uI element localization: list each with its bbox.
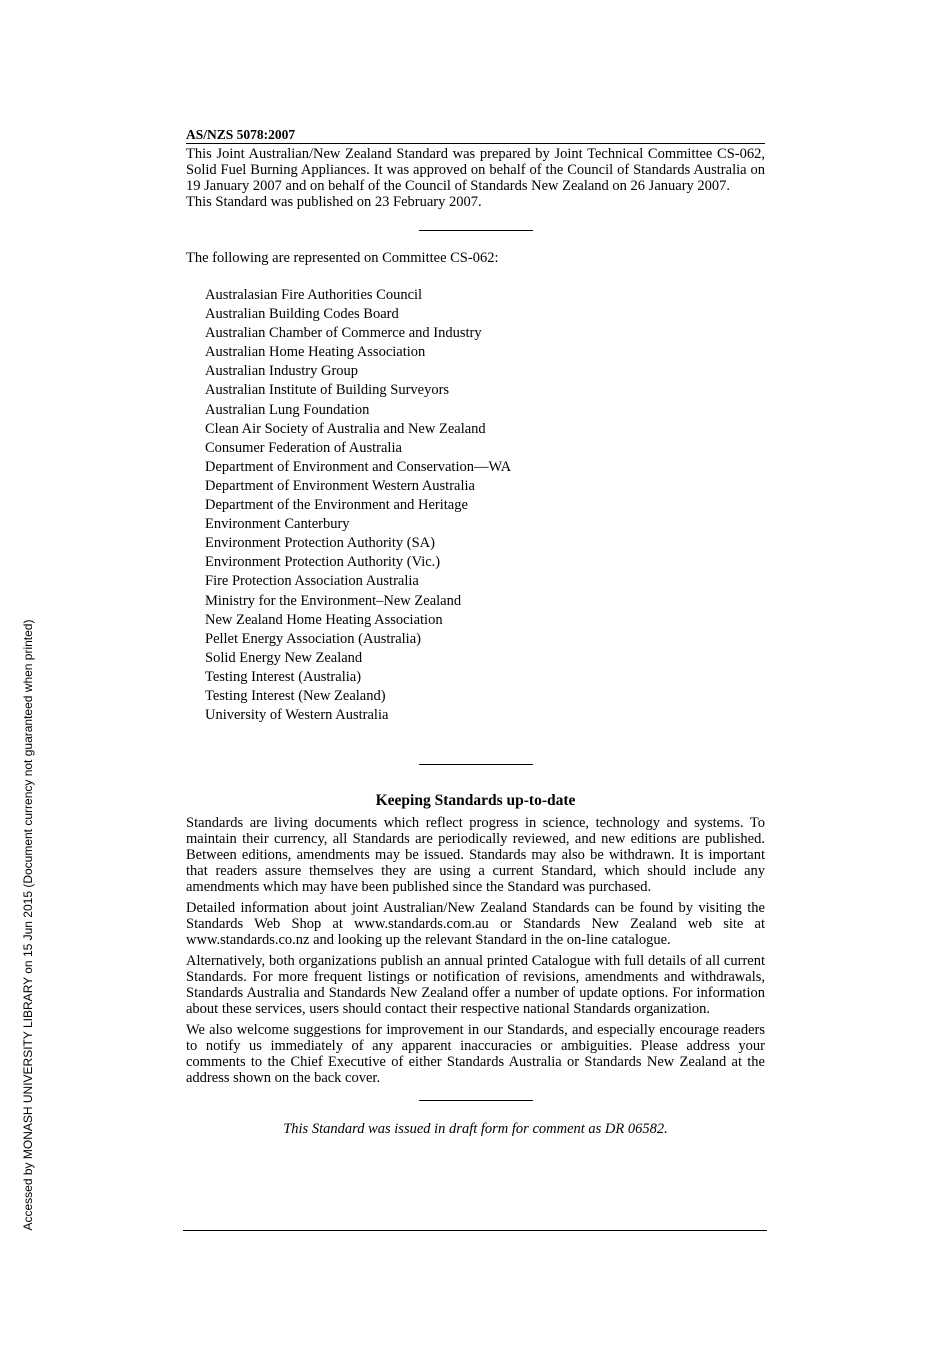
divider-rule <box>419 1100 533 1101</box>
list-item: Australian Industry Group <box>205 363 359 380</box>
keeping-standards-body <box>186 815 765 1086</box>
list-item: Testing Interest (Australia) <box>205 668 362 685</box>
standard-number: AS/NZS 5078:2007 <box>186 127 765 144</box>
list-item: University of Western Australia <box>205 707 389 724</box>
divider-rule <box>419 230 533 231</box>
committee-lead: The following are represented on Committee CS-062: <box>186 250 499 266</box>
list-item: Environment Protection Authority (Vic.) <box>205 554 441 571</box>
list-item: Solid Energy New Zealand <box>205 649 363 666</box>
list-item: Department of Environment and Conservation—WA <box>205 458 512 475</box>
body-paragraph: Alternatively, both organizations publish an annual printed Catalogue with full details of all current Standards. For more frequent listings or notification of revisions, amendments and withdrawals, Standards Australia and Standards New Zealand offer a number of update options. For information about these services, users should contact their respective national Standards organization. <box>186 953 765 1018</box>
committee-members-list <box>186 286 765 725</box>
list-item: Pellet Energy Association (Australia) <box>205 630 421 647</box>
document-page <box>186 127 765 1137</box>
publication-date: This Standard was published on 23 February 2007. <box>186 194 482 210</box>
divider-rule <box>419 764 533 765</box>
section-heading: Keeping Standards up-to-date <box>375 792 576 810</box>
draft-note: This Standard was issued in draft form for comment as DR 06582. <box>283 1121 668 1138</box>
list-item: Department of Environment Western Australia <box>205 477 475 494</box>
body-paragraph: We also welcome suggestions for improvement in our Standards, and especially encourage readers to notify us immediately of any apparent inaccuracies or ambiguities. Please address your comments to the Chief Executive of either Standards Australia or Standards New Zealand at the address shown on the back cover. <box>186 1022 765 1087</box>
list-item: Australian Institute of Building Surveyors <box>205 382 450 399</box>
list-item: Fire Protection Association Australia <box>205 573 419 590</box>
side-access-text: Accessed by MONASH UNIVERSITY LIBRARY on 15 Jun 2015 (Document currency not guaranteed when printed) <box>21 619 35 1231</box>
body-paragraph: Standards are living documents which reflect progress in science, technology and systems. To maintain their currency, all Standards are periodically reviewed, and new editions are published. Between editions, amendments may be issued. Standards may also be withdrawn. It is important that readers assure themselves they are using a current Standard, which should include any amendments which may have been published since the Standard was purchased. <box>186 815 765 896</box>
list-item: Australian Home Heating Association <box>205 344 426 361</box>
body-paragraph: Detailed information about joint Australian/New Zealand Standards can be found by visiting the Standards Web Shop at www.standards.com.au or Standards New Zealand web site at www.standards.co.nz and looking up the relevant Standard in the on-line catalogue. <box>186 900 765 949</box>
list-item: Australian Building Codes Board <box>205 306 399 323</box>
list-item: Australian Chamber of Commerce and Industry <box>205 325 482 342</box>
list-item: Consumer Federation of Australia <box>205 439 402 456</box>
list-item: Testing Interest (New Zealand) <box>205 687 386 704</box>
list-item: Environment Canterbury <box>205 516 350 533</box>
list-item: Clean Air Society of Australia and New Zealand <box>205 420 486 437</box>
list-item: Ministry for the Environment–New Zealand <box>205 592 462 609</box>
list-item: Department of the Environment and Heritage <box>205 497 468 514</box>
list-item: Australasian Fire Authorities Council <box>205 287 423 303</box>
bottom-rule <box>183 1230 767 1231</box>
list-item: New Zealand Home Heating Association <box>205 611 443 628</box>
intro-paragraph: This Joint Australian/New Zealand Standard was prepared by Joint Technical Committee CS-062, Solid Fuel Burning Appliances. It was approved on behalf of the Council of Standards Australia on 19 January 2007 and on behalf of the Council of Standards New Zealand on 26 January 2007. <box>186 146 765 194</box>
list-item: Australian Lung Foundation <box>205 401 370 418</box>
list-item: Environment Protection Authority (SA) <box>205 535 435 552</box>
intro-block <box>186 146 765 210</box>
